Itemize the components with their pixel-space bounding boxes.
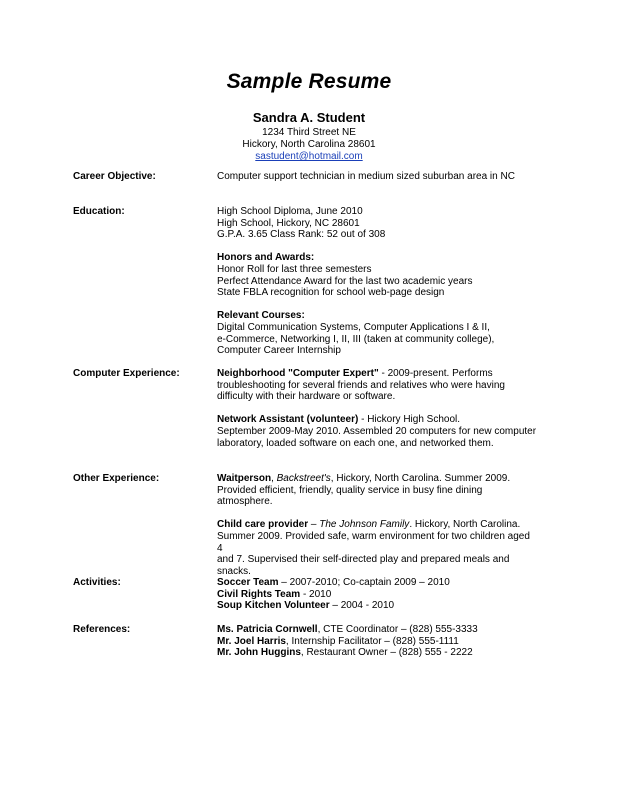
contact-block	[0, 110, 618, 163]
activity-item	[217, 589, 537, 601]
street-address: 1234 Third Street NE	[262, 127, 356, 138]
section-label: Education:	[73, 206, 125, 217]
courses-heading: Relevant Courses:	[217, 310, 305, 322]
job-title: Neighborhood "Computer Expert"	[217, 368, 379, 379]
course-line: Digital Communication Systems, Computer Applications I & II,	[217, 321, 490, 333]
job-description: Provided efficient, friendly, quality service in busy fine dining	[217, 484, 483, 496]
job-description: troubleshooting for several friends and relatives who were having	[217, 379, 505, 391]
separator: –	[308, 519, 320, 531]
job-detail: . Hickory, North Carolina.	[409, 519, 521, 531]
job-description: snacks.	[217, 565, 251, 577]
job-description: Summer 2009. Provided safe, warm environment for two children aged 4	[217, 530, 530, 554]
activity-detail: – 2004 - 2010	[329, 600, 395, 612]
honor-item: Honor Roll for last three semesters	[217, 263, 372, 275]
activity-detail: - 2010	[300, 588, 332, 600]
reference-detail: , CTE Coordinator – (828) 555-3333	[317, 624, 478, 635]
job-description: laboratory, loaded software on each one, and networked them.	[217, 437, 494, 449]
section-label: Activities:	[73, 577, 121, 588]
activity-item	[217, 577, 537, 589]
job-detail: - 2009-present. Performs	[378, 368, 493, 379]
employer-name: Backstreet's	[276, 473, 331, 484]
job-description: difficulty with their hardware or software.	[217, 391, 396, 403]
education-line: High School, Hickory, NC 28601	[217, 217, 360, 229]
reference-name: Mr. Joel Harris	[217, 635, 286, 647]
honor-item: State FBLA recognition for school web-page design	[217, 287, 445, 299]
job-title: Waitperson	[217, 473, 272, 484]
honors-heading: Honors and Awards:	[217, 252, 315, 264]
job-title: Network Assistant (volunteer)	[217, 414, 359, 426]
job-description: and 7. Supervised their self-directed play and prepared meals and	[217, 554, 510, 566]
document-title: Sample Resume	[226, 70, 392, 93]
honor-item: Perfect Attendance Award for the last two academic years	[217, 275, 473, 287]
job-title: Child care provider	[217, 519, 309, 531]
separator: ,	[271, 473, 277, 484]
reference-item	[217, 636, 537, 648]
objective-text: Computer support technician in medium sized suburban area in NC	[217, 171, 515, 182]
activity-name: Soup Kitchen Volunteer	[217, 600, 330, 612]
reference-item	[217, 624, 537, 636]
job-description: September 2009-May 2010. Assembled 20 computers for new computer	[217, 425, 537, 437]
employer-name: The Johnson Family	[319, 519, 410, 531]
job-detail: , Hickory, North Carolina. Summer 2009.	[330, 473, 511, 484]
reference-detail: , Restaurant Owner – (828) 555 - 2222	[300, 647, 473, 659]
section-label: Career Objective:	[73, 171, 156, 182]
job-detail: - Hickory High School.	[358, 414, 461, 426]
reference-item	[217, 647, 537, 659]
activity-item	[217, 600, 537, 612]
activity-name: Soccer Team	[217, 577, 279, 588]
job-description: atmosphere.	[217, 496, 273, 508]
section-label: References:	[73, 624, 131, 635]
reference-detail: , Internship Facilitator – (828) 555-1111	[285, 635, 459, 647]
education-line: G.P.A. 3.65 Class Rank: 52 out of 308	[217, 229, 386, 241]
education-line: High School Diploma, June 2010	[217, 206, 363, 217]
section-label: Other Experience:	[73, 473, 160, 484]
reference-name: Mr. John Huggins	[217, 647, 301, 659]
email-link[interactable]: sastudent@hotmail.com	[255, 151, 363, 162]
applicant-name: Sandra A. Student	[252, 110, 366, 125]
course-line: Computer Career Internship	[217, 345, 341, 357]
reference-name: Ms. Patricia Cornwell	[217, 624, 318, 635]
activity-detail: – 2007-2010; Co-captain 2009 – 2010	[278, 577, 450, 588]
activity-name: Civil Rights Team	[217, 588, 301, 600]
section-label: Computer Experience:	[73, 368, 180, 379]
city-state-zip: Hickory, North Carolina 28601	[242, 139, 376, 150]
course-line: e-Commerce, Networking I, II, III (taken at community college),	[217, 333, 495, 345]
